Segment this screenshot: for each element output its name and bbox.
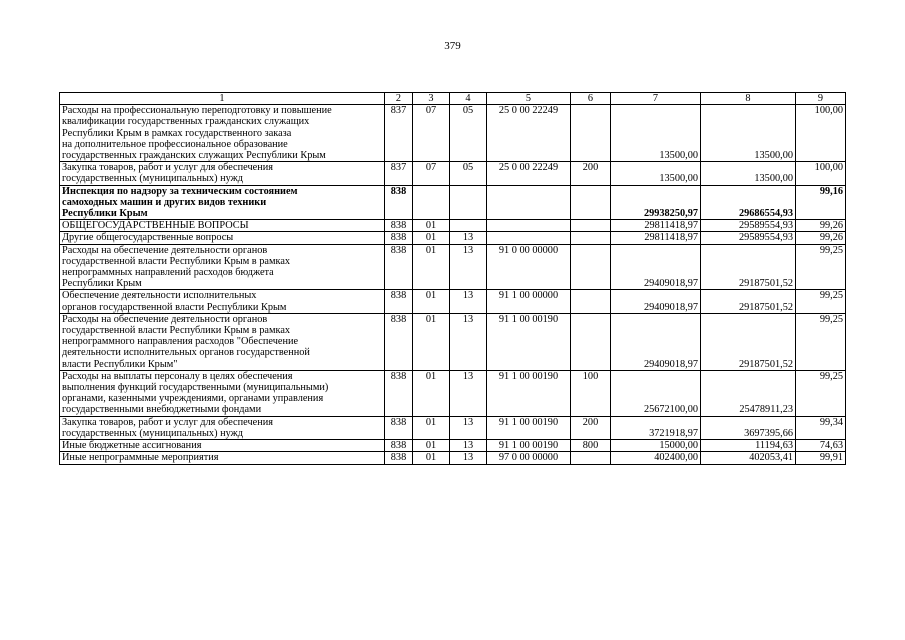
col-4-cell: 13 xyxy=(450,232,487,244)
col-7-cell: 29409018,97 xyxy=(611,244,701,290)
col-5-cell: 97 0 00 00000 xyxy=(487,452,571,464)
row-name-line: непрограммных направлений расходов бюджета xyxy=(62,267,274,279)
col-9-cell: 99,25 xyxy=(796,370,846,416)
col-6-cell: 800 xyxy=(571,440,611,452)
table-row xyxy=(60,244,846,290)
col-6-cell: 200 xyxy=(571,416,611,439)
col-6-cell: 200 xyxy=(571,162,611,185)
col-7-cell: 13500,00 xyxy=(611,162,701,185)
row-name-line: Расходы на обеспечение деятельности органов xyxy=(62,313,268,325)
col-9-cell: 99,25 xyxy=(796,244,846,290)
row-name xyxy=(60,244,385,290)
col-4-cell: 13 xyxy=(450,313,487,370)
col-8-cell: 29187501,52 xyxy=(701,313,796,370)
row-name-line: Закупка товаров, работ и услуг для обеспечения xyxy=(62,162,273,174)
row-name-line: выполнения функций государственными (муниципальными) xyxy=(62,382,329,394)
table-row xyxy=(60,185,846,220)
row-name-line: государственных (муниципальных) нужд xyxy=(62,427,243,439)
col-9-cell: 99,25 xyxy=(796,290,846,313)
row-name xyxy=(60,440,385,452)
col-6-cell xyxy=(571,452,611,464)
row-name xyxy=(60,313,385,370)
col-2-cell: 838 xyxy=(385,232,413,244)
row-name-line: власти Республики Крым" xyxy=(62,358,178,370)
col-4-cell: 13 xyxy=(450,290,487,313)
table-row xyxy=(60,290,846,313)
col-6-cell xyxy=(571,290,611,313)
table-row xyxy=(60,162,846,185)
col-3-cell: 01 xyxy=(413,440,450,452)
col-2-cell: 838 xyxy=(385,370,413,416)
col-3-cell: 01 xyxy=(413,452,450,464)
col-4-cell xyxy=(450,220,487,232)
row-name xyxy=(60,290,385,313)
row-name-line: Республики Крым xyxy=(62,208,148,220)
table-row xyxy=(60,452,846,464)
col-8-cell: 25478911,23 xyxy=(701,370,796,416)
row-name-line: на дополнительное профессиональное образование xyxy=(62,138,288,150)
row-name-line: деятельности исполнительных органов государственной xyxy=(62,347,310,359)
row-name xyxy=(60,370,385,416)
header-cell: 3 xyxy=(413,93,450,105)
col-2-cell: 838 xyxy=(385,244,413,290)
row-name-line: Республики Крым xyxy=(62,278,142,290)
col-8-cell: 29686554,93 xyxy=(701,185,796,220)
col-7-cell: 15000,00 xyxy=(611,440,701,452)
col-5-cell xyxy=(487,220,571,232)
row-name xyxy=(60,232,385,244)
col-8-cell: 29589554,93 xyxy=(701,220,796,232)
row-name-line: самоходных машин и других видов техники xyxy=(62,196,267,208)
col-5-cell: 91 1 00 00190 xyxy=(487,370,571,416)
row-name xyxy=(60,185,385,220)
table-row xyxy=(60,416,846,439)
col-7-cell: 29811418,97 xyxy=(611,220,701,232)
row-name xyxy=(60,162,385,185)
col-7-cell: 29811418,97 xyxy=(611,232,701,244)
col-4-cell: 05 xyxy=(450,162,487,185)
col-9-cell: 99,91 xyxy=(796,452,846,464)
col-8-cell: 29187501,52 xyxy=(701,290,796,313)
header-row xyxy=(60,93,846,105)
col-7-cell: 29938250,97 xyxy=(611,185,701,220)
col-3-cell: 01 xyxy=(413,232,450,244)
row-name-line: непрограммного направления расходов "Обеспечение xyxy=(62,336,299,348)
col-2-cell: 838 xyxy=(385,220,413,232)
col-4-cell xyxy=(450,185,487,220)
col-8-cell: 29589554,93 xyxy=(701,232,796,244)
row-name-line: государственной власти Республики Крым в рамках xyxy=(62,325,291,337)
col-5-cell: 91 1 00 00190 xyxy=(487,313,571,370)
header-cell: 4 xyxy=(450,93,487,105)
col-4-cell: 13 xyxy=(450,244,487,290)
header-cell: 5 xyxy=(487,93,571,105)
header-cell: 2 xyxy=(385,93,413,105)
col-6-cell: 100 xyxy=(571,370,611,416)
row-name-line: Обеспечение деятельности исполнительных xyxy=(62,290,257,302)
row-name-line: Расходы на обеспечение деятельности органов xyxy=(62,244,268,256)
col-8-cell: 29187501,52 xyxy=(701,244,796,290)
col-3-cell: 01 xyxy=(413,313,450,370)
col-9-cell: 99,34 xyxy=(796,416,846,439)
col-5-cell: 25 0 00 22249 xyxy=(487,105,571,162)
row-name-line: Иные бюджетные ассигнования xyxy=(62,440,202,452)
col-2-cell: 837 xyxy=(385,162,413,185)
col-8-cell: 402053,41 xyxy=(701,452,796,464)
header-cell: 1 xyxy=(60,93,385,105)
row-name-line: органов государственной власти Республики Крым xyxy=(62,301,287,313)
col-5-cell: 91 1 00 00190 xyxy=(487,416,571,439)
row-name-line: Расходы на профессиональную переподготовку и повышение xyxy=(62,105,332,117)
row-name xyxy=(60,105,385,162)
col-6-cell xyxy=(571,232,611,244)
table-row xyxy=(60,313,846,370)
row-name-line: Республики Крым в рамках государственного заказа xyxy=(62,127,292,139)
col-5-cell: 91 1 00 00000 xyxy=(487,290,571,313)
col-3-cell: 07 xyxy=(413,105,450,162)
col-2-cell: 838 xyxy=(385,185,413,220)
col-4-cell: 13 xyxy=(450,440,487,452)
row-name-line: государственными внебюджетными фондами xyxy=(62,404,262,416)
col-5-cell xyxy=(487,185,571,220)
col-7-cell: 29409018,97 xyxy=(611,290,701,313)
col-8-cell: 13500,00 xyxy=(701,105,796,162)
row-name-line: Закупка товаров, работ и услуг для обеспечения xyxy=(62,416,273,428)
col-5-cell: 91 1 00 00190 xyxy=(487,440,571,452)
col-7-cell: 13500,00 xyxy=(611,105,701,162)
col-8-cell: 11194,63 xyxy=(701,440,796,452)
col-9-cell: 74,63 xyxy=(796,440,846,452)
row-name-line: органами, казенными учреждениями, органами управления xyxy=(62,393,324,405)
col-8-cell: 3697395,66 xyxy=(701,416,796,439)
col-2-cell: 837 xyxy=(385,105,413,162)
row-name-line: государственных гражданских служащих Республики Крым xyxy=(62,150,326,162)
row-name xyxy=(60,416,385,439)
row-name-line: Расходы на выплаты персоналу в целях обеспечения xyxy=(62,370,293,382)
col-4-cell: 13 xyxy=(450,370,487,416)
row-name xyxy=(60,220,385,232)
col-5-cell: 91 0 00 00000 xyxy=(487,244,571,290)
col-2-cell: 838 xyxy=(385,290,413,313)
table-row xyxy=(60,105,846,162)
col-7-cell: 25672100,00 xyxy=(611,370,701,416)
row-name xyxy=(60,452,385,464)
col-9-cell: 99,16 xyxy=(796,185,846,220)
col-6-cell xyxy=(571,244,611,290)
col-3-cell: 01 xyxy=(413,416,450,439)
col-2-cell: 838 xyxy=(385,416,413,439)
col-7-cell: 3721918,97 xyxy=(611,416,701,439)
row-name-line: Инспекция по надзору за техническим состоянием xyxy=(62,185,298,197)
col-3-cell: 01 xyxy=(413,370,450,416)
col-4-cell: 13 xyxy=(450,416,487,439)
col-5-cell xyxy=(487,232,571,244)
header-cell: 7 xyxy=(611,93,701,105)
header-cell: 9 xyxy=(796,93,846,105)
page-number: 379 xyxy=(444,40,461,52)
col-9-cell: 100,00 xyxy=(796,105,846,162)
header-cell: 8 xyxy=(701,93,796,105)
col-6-cell xyxy=(571,105,611,162)
col-3-cell: 07 xyxy=(413,162,450,185)
table-row xyxy=(60,220,846,232)
col-9-cell: 99,25 xyxy=(796,313,846,370)
col-9-cell: 100,00 xyxy=(796,162,846,185)
col-9-cell: 99,26 xyxy=(796,220,846,232)
row-name-line: ОБЩЕГОСУДАРСТВЕННЫЕ ВОПРОСЫ xyxy=(62,220,249,232)
col-6-cell xyxy=(571,185,611,220)
budget-table xyxy=(59,92,846,465)
row-name-line: Другие общегосударственные вопросы xyxy=(62,232,234,244)
col-5-cell: 25 0 00 22249 xyxy=(487,162,571,185)
col-3-cell xyxy=(413,185,450,220)
col-2-cell: 838 xyxy=(385,313,413,370)
col-9-cell: 99,26 xyxy=(796,232,846,244)
col-3-cell: 01 xyxy=(413,220,450,232)
col-4-cell: 05 xyxy=(450,105,487,162)
table-row xyxy=(60,370,846,416)
col-3-cell: 01 xyxy=(413,244,450,290)
col-6-cell xyxy=(571,313,611,370)
col-2-cell: 838 xyxy=(385,440,413,452)
row-name-line: Иные непрограммные мероприятия xyxy=(62,452,219,464)
col-7-cell: 29409018,97 xyxy=(611,313,701,370)
col-4-cell: 13 xyxy=(450,452,487,464)
col-6-cell xyxy=(571,220,611,232)
table-row xyxy=(60,232,846,244)
row-name-line: государственных (муниципальных) нужд xyxy=(62,173,243,185)
table-row xyxy=(60,440,846,452)
row-name-line: квалификации государственных гражданских служащих xyxy=(62,116,310,128)
header-cell: 6 xyxy=(571,93,611,105)
col-7-cell: 402400,00 xyxy=(611,452,701,464)
row-name-line: государственной власти Республики Крым в рамках xyxy=(62,255,291,267)
col-2-cell: 838 xyxy=(385,452,413,464)
col-8-cell: 13500,00 xyxy=(701,162,796,185)
col-3-cell: 01 xyxy=(413,290,450,313)
